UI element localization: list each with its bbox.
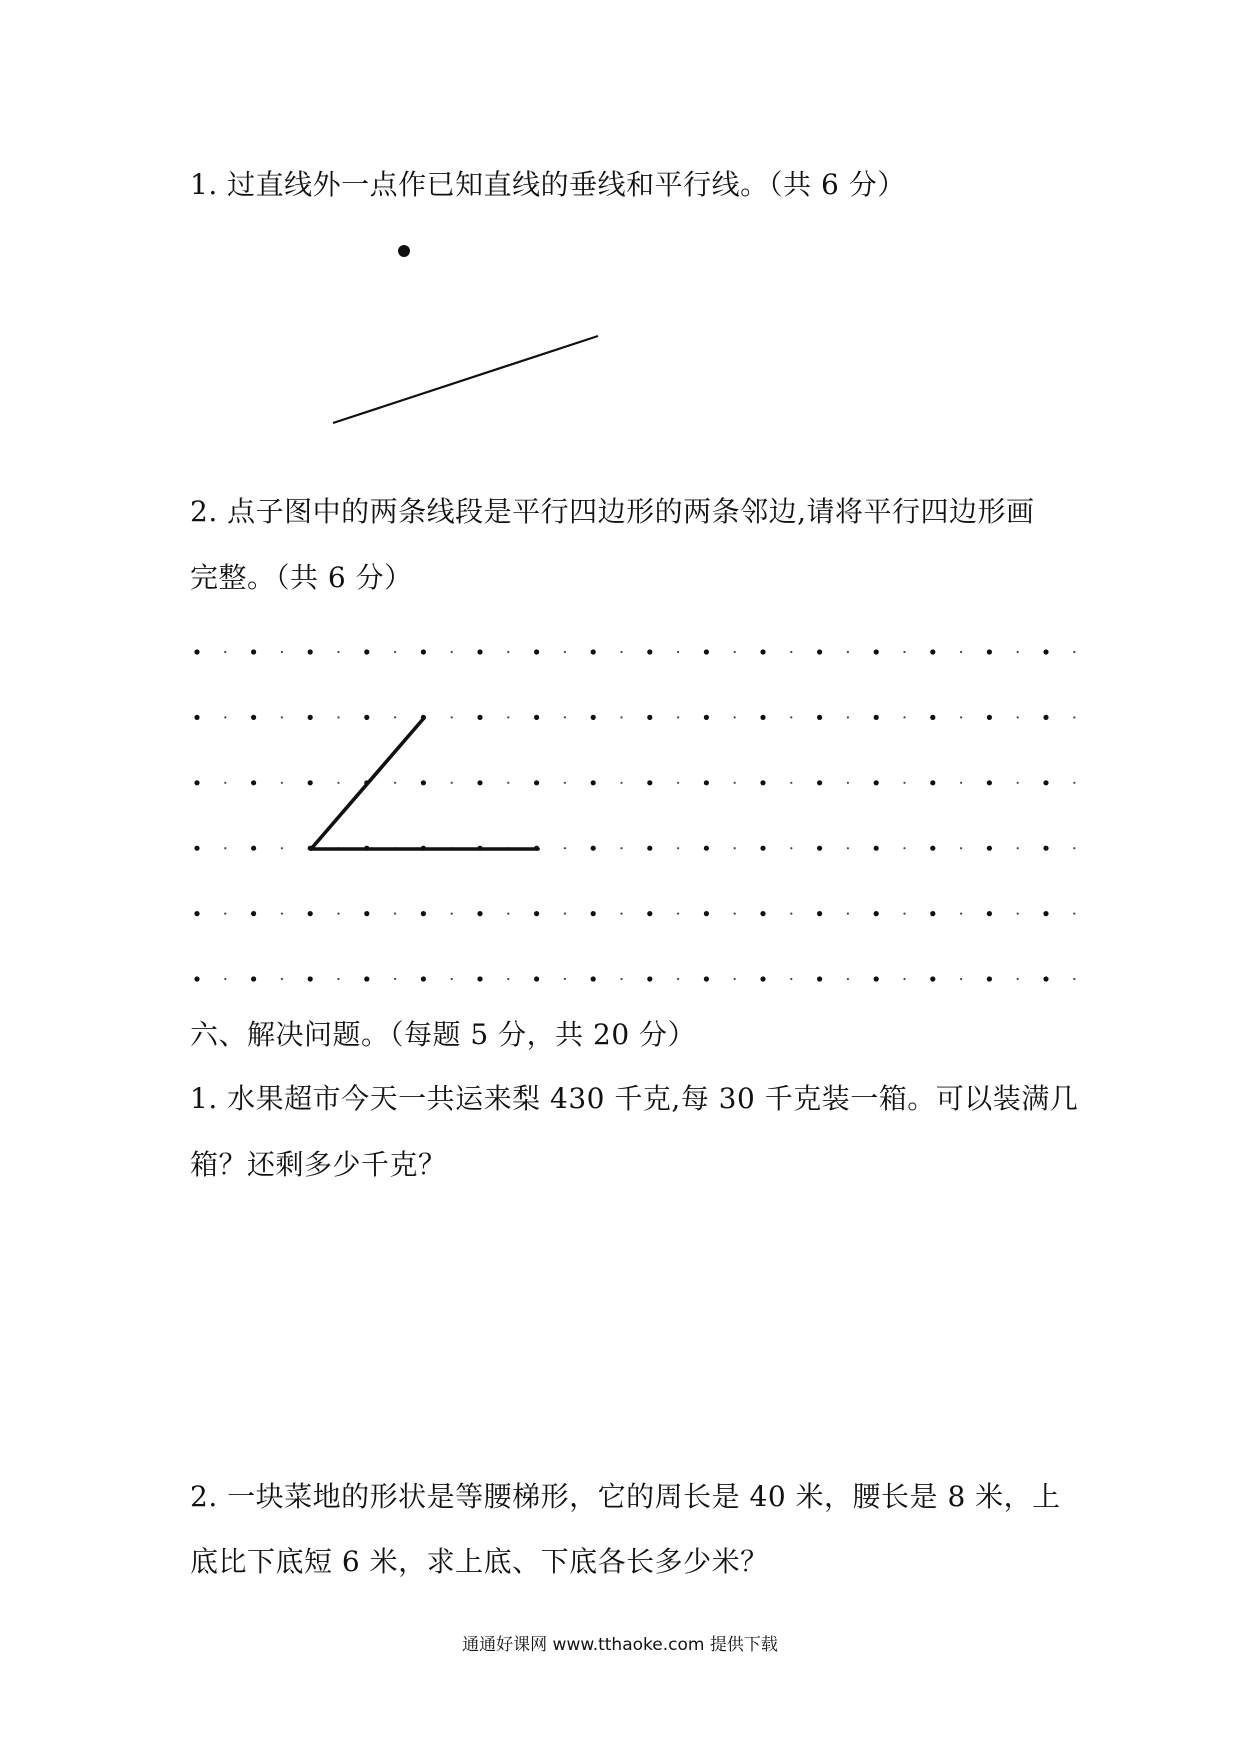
grid-dot bbox=[251, 846, 256, 851]
grid-dot-minor bbox=[224, 716, 226, 718]
grid-dot bbox=[364, 911, 369, 916]
grid-dot-minor bbox=[734, 651, 736, 653]
grid-dot bbox=[477, 780, 482, 785]
grid-dot bbox=[591, 976, 596, 981]
grid-dot bbox=[194, 715, 199, 720]
grid-dot-minor bbox=[960, 978, 962, 980]
grid-dot bbox=[251, 976, 256, 981]
grid-dot bbox=[194, 976, 199, 981]
grid-dot-minor bbox=[224, 782, 226, 784]
grid-dot bbox=[704, 911, 709, 916]
grid-dot bbox=[647, 911, 652, 916]
grid-dot bbox=[760, 846, 765, 851]
grid-dot-minor bbox=[337, 782, 339, 784]
grid-dot-minor bbox=[394, 651, 396, 653]
grid-dot bbox=[1043, 911, 1048, 916]
grid-dot-minor bbox=[1073, 913, 1075, 915]
grid-dot bbox=[817, 780, 822, 785]
grid-dot-minor bbox=[281, 782, 283, 784]
grid-dot bbox=[817, 846, 822, 851]
grid-dot bbox=[760, 911, 765, 916]
grid-dot-minor bbox=[564, 913, 566, 915]
grid-dot-minor bbox=[394, 913, 396, 915]
grid-dot-minor bbox=[847, 847, 849, 849]
grid-dot-minor bbox=[734, 782, 736, 784]
grid-dot-minor bbox=[451, 716, 453, 718]
grid-dot-minor bbox=[960, 913, 962, 915]
grid-dot-minor bbox=[564, 978, 566, 980]
grid-dot-minor bbox=[903, 978, 905, 980]
grid-dot-minor bbox=[337, 978, 339, 980]
grid-dot bbox=[647, 846, 652, 851]
problem-2-line-2: 底比下底短 6 米，求上底、下底各长多少米？ bbox=[190, 1545, 769, 1578]
grid-dot-minor bbox=[564, 782, 566, 784]
grid-dot-minor bbox=[790, 782, 792, 784]
grid-dot bbox=[704, 976, 709, 981]
question-2-line-2: 完整。（共 6 分） bbox=[190, 561, 413, 594]
grid-dot-minor bbox=[281, 978, 283, 980]
grid-dot-minor bbox=[1073, 651, 1075, 653]
grid-dot-minor bbox=[451, 782, 453, 784]
grid-dot bbox=[194, 911, 199, 916]
grid-dot-minor bbox=[224, 651, 226, 653]
grid-dot bbox=[930, 715, 935, 720]
grid-dot bbox=[930, 911, 935, 916]
grid-dot bbox=[364, 649, 369, 654]
grid-dot-minor bbox=[337, 651, 339, 653]
grid-dot bbox=[760, 780, 765, 785]
grid-dot-minor bbox=[903, 651, 905, 653]
grid-dot-minor bbox=[620, 782, 622, 784]
grid-dot-minor bbox=[281, 651, 283, 653]
grid-dot bbox=[987, 715, 992, 720]
grid-dot bbox=[421, 780, 426, 785]
grid-dot-minor bbox=[1073, 847, 1075, 849]
grid-dot-minor bbox=[1073, 782, 1075, 784]
parallelogram-side-slanted bbox=[311, 718, 424, 849]
grid-dot-minor bbox=[1017, 716, 1019, 718]
grid-dot-minor bbox=[337, 913, 339, 915]
grid-dot bbox=[647, 715, 652, 720]
grid-dot bbox=[251, 715, 256, 720]
grid-dot bbox=[251, 911, 256, 916]
grid-dot bbox=[817, 715, 822, 720]
grid-dot-minor bbox=[281, 716, 283, 718]
grid-dot-minor bbox=[734, 716, 736, 718]
grid-dot bbox=[421, 911, 426, 916]
grid-dot bbox=[987, 911, 992, 916]
grid-dot-minor bbox=[281, 847, 283, 849]
grid-dot-minor bbox=[451, 978, 453, 980]
grid-dot bbox=[930, 649, 935, 654]
grid-dot bbox=[364, 715, 369, 720]
grid-dot bbox=[874, 976, 879, 981]
grid-dot-minor bbox=[903, 847, 905, 849]
grid-dot bbox=[930, 976, 935, 981]
grid-dot bbox=[760, 715, 765, 720]
grid-dot-minor bbox=[224, 847, 226, 849]
question-1-title: 1. 过直线外一点作已知直线的垂线和平行线。（共 6 分） bbox=[190, 168, 906, 201]
grid-dot-minor bbox=[960, 782, 962, 784]
question-2-line-1: 2. 点子图中的两条线段是平行四边形的两条邻边,请将平行四边形画 bbox=[190, 495, 1035, 528]
grid-dot bbox=[1043, 976, 1048, 981]
grid-dot-minor bbox=[847, 716, 849, 718]
grid-dot bbox=[477, 911, 482, 916]
grid-dot bbox=[817, 976, 822, 981]
grid-dot-minor bbox=[847, 978, 849, 980]
grid-dot-minor bbox=[1017, 978, 1019, 980]
grid-dot-minor bbox=[507, 651, 509, 653]
grid-dot-minor bbox=[337, 716, 339, 718]
grid-dot bbox=[591, 911, 596, 916]
grid-dot-minor bbox=[394, 716, 396, 718]
grid-dot-minor bbox=[620, 978, 622, 980]
grid-dot-minor bbox=[677, 978, 679, 980]
grid-dot bbox=[874, 846, 879, 851]
section-6-title: 六、解决问题。（每题 5 分，共 20 分） bbox=[190, 1018, 697, 1051]
given-point bbox=[398, 245, 410, 257]
grid-dot-minor bbox=[394, 782, 396, 784]
grid-dot bbox=[760, 976, 765, 981]
grid-dot-minor bbox=[790, 651, 792, 653]
grid-dot bbox=[704, 780, 709, 785]
grid-dot bbox=[477, 715, 482, 720]
grid-dot bbox=[477, 976, 482, 981]
grid-dot-minor bbox=[677, 782, 679, 784]
footer-text: 通通好课网 www.tthaoke.com 提供下载 bbox=[462, 1635, 778, 1655]
grid-dot bbox=[1043, 715, 1048, 720]
grid-dot-minor bbox=[451, 913, 453, 915]
grid-dot-minor bbox=[734, 847, 736, 849]
grid-dot-minor bbox=[903, 913, 905, 915]
grid-dot-minor bbox=[847, 913, 849, 915]
grid-dot-minor bbox=[1073, 978, 1075, 980]
grid-dot bbox=[874, 649, 879, 654]
grid-dot-minor bbox=[960, 716, 962, 718]
grid-dot bbox=[647, 976, 652, 981]
grid-dot-minor bbox=[790, 978, 792, 980]
grid-dot bbox=[308, 715, 313, 720]
grid-dot bbox=[987, 780, 992, 785]
grid-dot bbox=[647, 780, 652, 785]
grid-dot-minor bbox=[620, 651, 622, 653]
grid-dot bbox=[704, 649, 709, 654]
grid-dot bbox=[874, 780, 879, 785]
grid-dot bbox=[704, 715, 709, 720]
grid-dot bbox=[874, 715, 879, 720]
grid-dot bbox=[591, 715, 596, 720]
grid-dot-minor bbox=[564, 847, 566, 849]
problem-1-line-1: 1. 水果超市今天一共运来梨 430 千克,每 30 千克装一箱。可以装满几 bbox=[190, 1082, 1079, 1115]
grid-dot bbox=[194, 780, 199, 785]
grid-dot bbox=[534, 976, 539, 981]
grid-dot bbox=[930, 780, 935, 785]
grid-dot-minor bbox=[224, 978, 226, 980]
grid-dot-minor bbox=[224, 913, 226, 915]
grid-dot bbox=[308, 976, 313, 981]
grid-dot-minor bbox=[903, 716, 905, 718]
grid-dot bbox=[817, 649, 822, 654]
dot-grid bbox=[194, 649, 1075, 981]
grid-dot-minor bbox=[960, 847, 962, 849]
grid-dot-minor bbox=[620, 716, 622, 718]
grid-dot-minor bbox=[960, 651, 962, 653]
grid-dot-minor bbox=[1017, 913, 1019, 915]
grid-dot-minor bbox=[564, 651, 566, 653]
grid-dot bbox=[421, 649, 426, 654]
grid-dot bbox=[477, 649, 482, 654]
grid-dot-minor bbox=[507, 782, 509, 784]
grid-dot-minor bbox=[564, 716, 566, 718]
grid-dot-minor bbox=[507, 913, 509, 915]
problem-2-line-1: 2. 一块菜地的形状是等腰梯形，它的周长是 40 米，腰长是 8 米，上 bbox=[190, 1480, 1061, 1513]
grid-dot-minor bbox=[394, 978, 396, 980]
grid-dot-minor bbox=[790, 716, 792, 718]
grid-dot-minor bbox=[677, 651, 679, 653]
grid-dot-minor bbox=[1017, 651, 1019, 653]
grid-dot bbox=[760, 649, 765, 654]
grid-dot bbox=[987, 976, 992, 981]
grid-dot bbox=[930, 846, 935, 851]
grid-dot-minor bbox=[1017, 782, 1019, 784]
given-line bbox=[333, 336, 598, 423]
problem-1-line-2: 箱？还剩多少千克？ bbox=[190, 1148, 447, 1181]
grid-dot bbox=[591, 780, 596, 785]
grid-dot-minor bbox=[903, 782, 905, 784]
grid-dot-minor bbox=[677, 913, 679, 915]
grid-dot-minor bbox=[281, 913, 283, 915]
grid-dot bbox=[251, 649, 256, 654]
grid-dot bbox=[817, 911, 822, 916]
grid-dot bbox=[1043, 846, 1048, 851]
grid-dot bbox=[647, 649, 652, 654]
grid-dot bbox=[534, 649, 539, 654]
grid-dot-minor bbox=[847, 782, 849, 784]
grid-dot-minor bbox=[677, 716, 679, 718]
grid-dot bbox=[421, 976, 426, 981]
grid-dot-minor bbox=[620, 913, 622, 915]
grid-dot-minor bbox=[790, 847, 792, 849]
grid-dot bbox=[987, 846, 992, 851]
grid-dot-minor bbox=[847, 651, 849, 653]
grid-dot-minor bbox=[734, 913, 736, 915]
grid-dot-minor bbox=[620, 847, 622, 849]
grid-dot-minor bbox=[734, 978, 736, 980]
grid-dot bbox=[534, 780, 539, 785]
grid-dot-minor bbox=[1017, 847, 1019, 849]
grid-dot bbox=[308, 780, 313, 785]
grid-dot bbox=[874, 911, 879, 916]
grid-dot bbox=[364, 976, 369, 981]
grid-dot bbox=[591, 846, 596, 851]
grid-dot bbox=[194, 846, 199, 851]
grid-dot bbox=[251, 780, 256, 785]
grid-dot bbox=[534, 715, 539, 720]
grid-dot-minor bbox=[507, 978, 509, 980]
grid-dot bbox=[534, 911, 539, 916]
grid-dot bbox=[1043, 780, 1048, 785]
grid-dot-minor bbox=[507, 716, 509, 718]
grid-dot-minor bbox=[677, 847, 679, 849]
grid-dot bbox=[308, 649, 313, 654]
grid-dot-minor bbox=[1073, 716, 1075, 718]
grid-dot bbox=[194, 649, 199, 654]
grid-dot bbox=[591, 649, 596, 654]
grid-dot-minor bbox=[790, 913, 792, 915]
grid-dot bbox=[704, 846, 709, 851]
grid-dot-minor bbox=[451, 651, 453, 653]
grid-dot bbox=[308, 911, 313, 916]
grid-dot bbox=[987, 649, 992, 654]
grid-dot bbox=[1043, 649, 1048, 654]
